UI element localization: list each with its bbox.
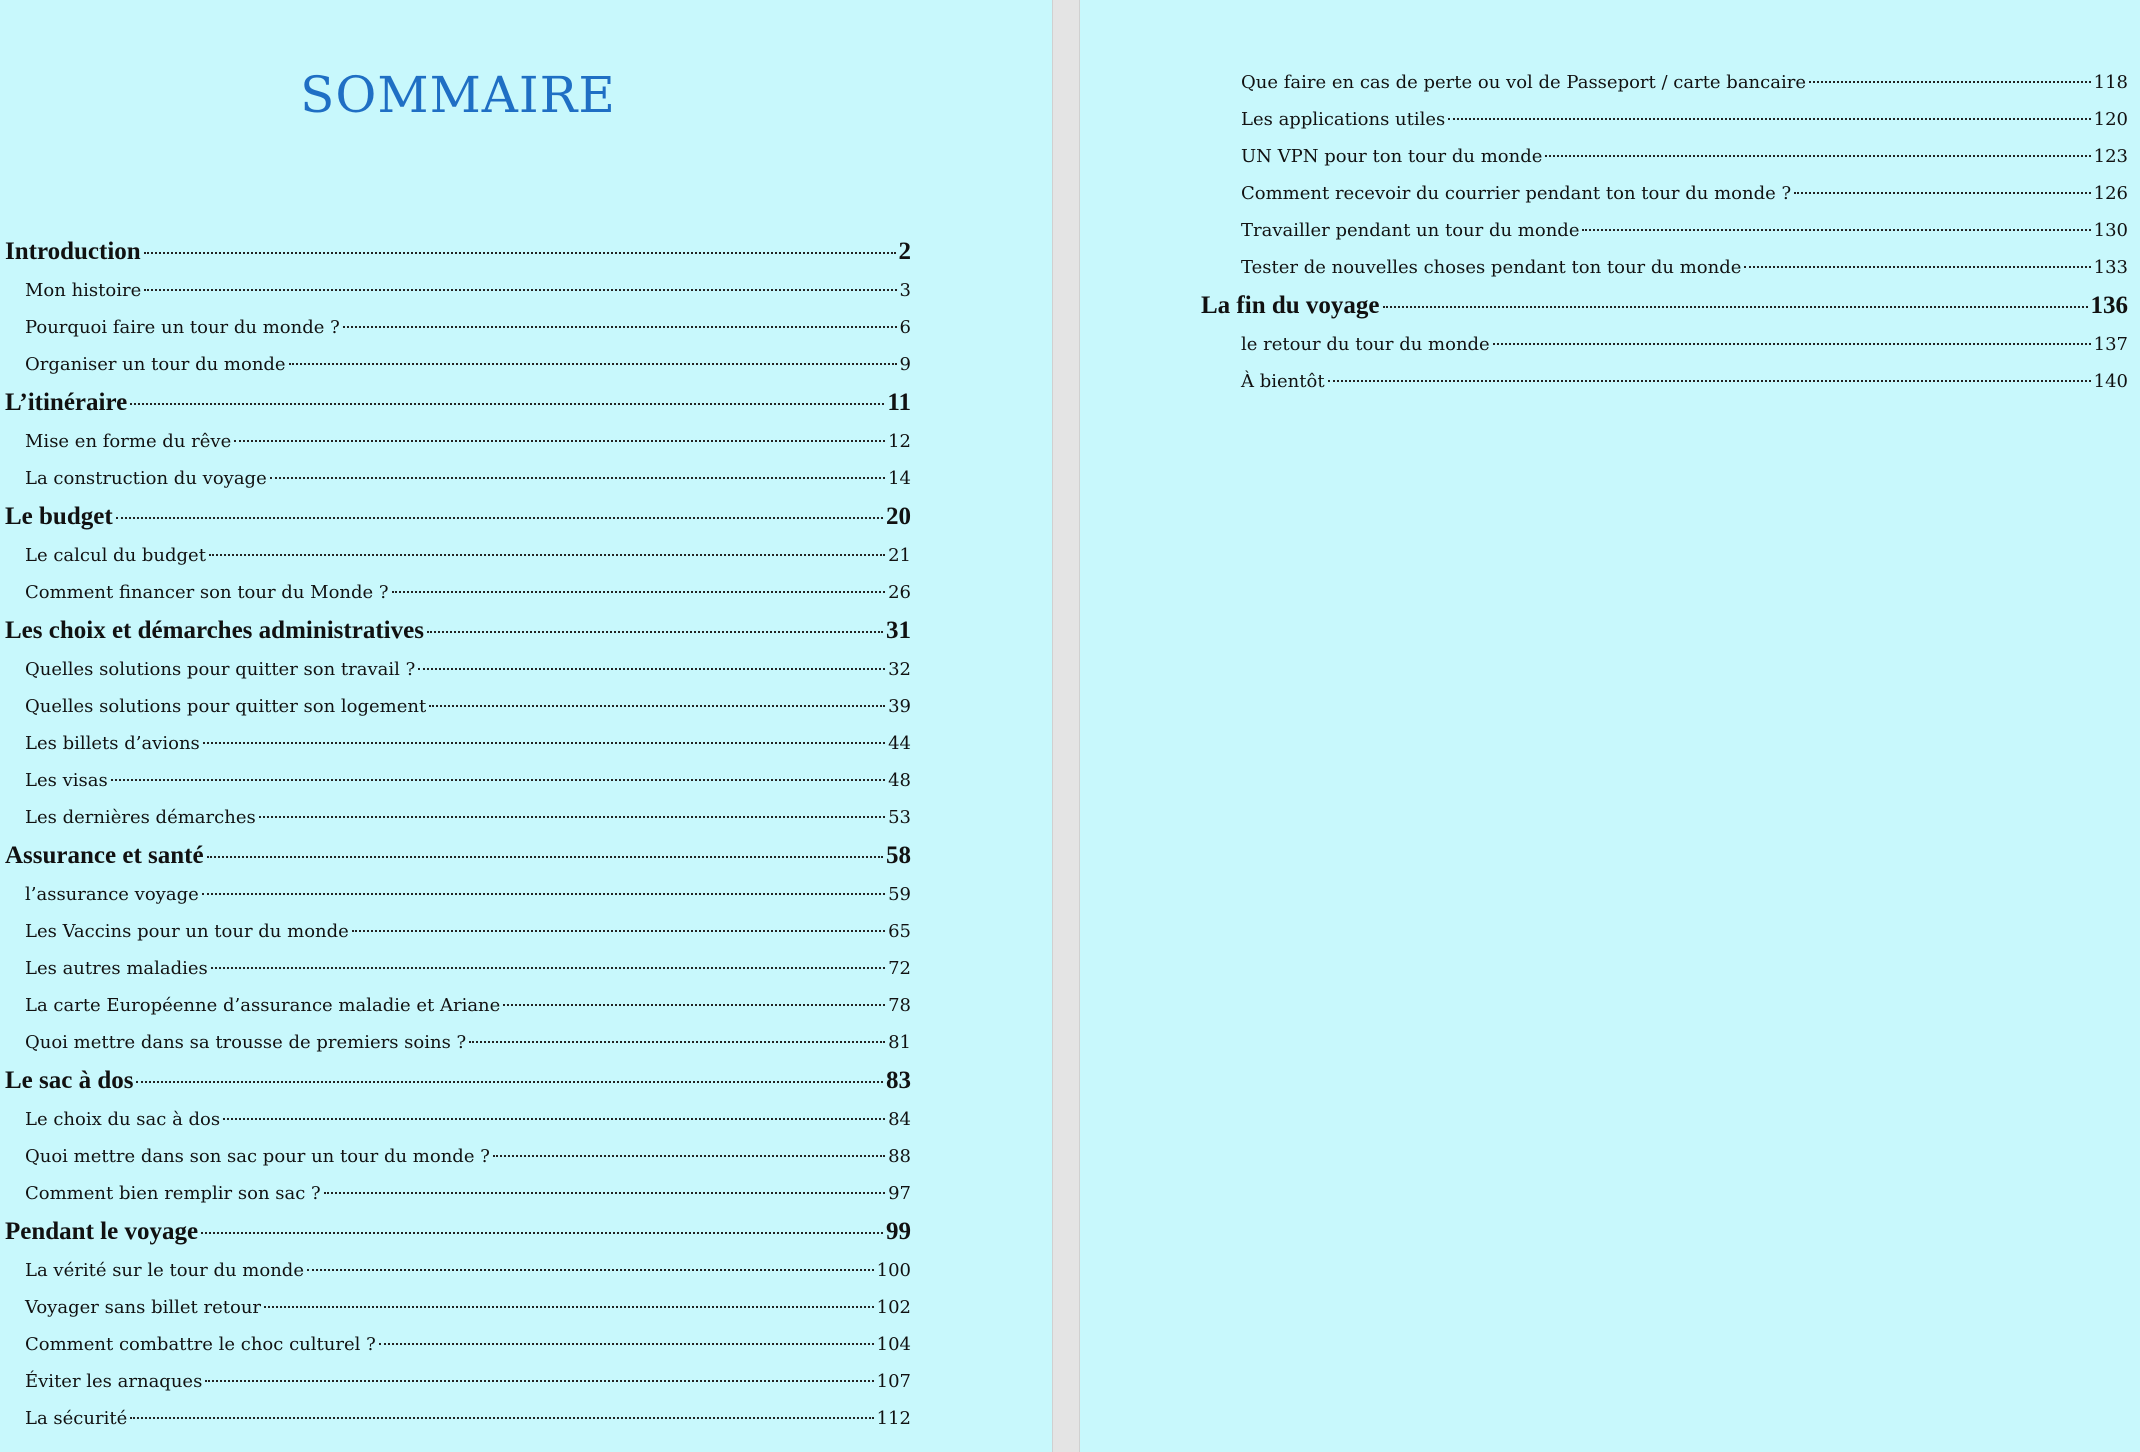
toc-section-entry[interactable] — [5, 1175, 911, 1212]
toc-page-number: 130 — [2093, 220, 2128, 241]
dot-leader — [136, 1081, 883, 1083]
dot-leader — [427, 631, 883, 633]
dot-leader — [1582, 229, 2090, 231]
toc-section-entry[interactable] — [5, 1289, 911, 1326]
toc-section-entry[interactable] — [5, 876, 911, 913]
dot-leader — [205, 1380, 873, 1382]
toc-chapter-entry[interactable] — [5, 611, 911, 651]
dot-leader — [1744, 266, 2090, 268]
dot-leader — [1809, 81, 2091, 83]
toc-page-number: 21 — [888, 545, 911, 566]
toc-page-number: 84 — [888, 1109, 911, 1130]
dot-leader — [1493, 343, 2091, 345]
toc-entry-label: Les visas — [25, 770, 108, 791]
toc-page-number: 126 — [2093, 183, 2128, 204]
dot-leader — [259, 816, 885, 818]
toc-section-entry[interactable] — [5, 913, 911, 950]
toc-page-number: 2 — [898, 238, 911, 265]
toc-page-number: 44 — [888, 733, 911, 754]
toc-entry-label: Comment financer son tour du Monde ? — [25, 582, 389, 603]
toc-section-entry[interactable] — [1221, 326, 2128, 363]
dot-leader — [270, 477, 885, 479]
toc-section-entry[interactable] — [5, 1138, 911, 1175]
dot-leader — [307, 1269, 874, 1271]
toc-page-number: 58 — [886, 842, 911, 869]
toc-entry-label: Quelles solutions pour quitter son logement — [25, 696, 427, 717]
dot-leader — [202, 893, 885, 895]
toc-page-number: 20 — [886, 503, 911, 530]
toc-entry-label: Comment recevoir du courrier pendant ton tour du monde ? — [1241, 183, 1792, 204]
toc-entry-label: Pendant le voyage — [5, 1218, 199, 1245]
toc-chapter-entry[interactable] — [5, 497, 911, 537]
dot-leader — [207, 856, 883, 858]
toc-page-number: 120 — [2093, 109, 2128, 130]
toc-entry-label: Quoi mettre dans sa trousse de premiers soins ? — [25, 1032, 467, 1053]
toc-entry-label: Assurance et santé — [5, 842, 204, 869]
toc-page-number: 78 — [888, 995, 911, 1016]
toc-page-number: 11 — [887, 389, 911, 416]
toc-entry-label: Comment combattre le choc culturel ? — [25, 1334, 376, 1355]
toc-entry-label: Les Vaccins pour un tour du monde — [25, 921, 349, 942]
toc-page-number: 107 — [876, 1371, 911, 1392]
toc-entry-label: Mise en forme du rêve — [25, 431, 232, 452]
toc-section-entry[interactable] — [1221, 363, 2128, 400]
toc-entry-label: Mon histoire — [25, 280, 142, 301]
toc-entry-label: La carte Européenne d’assurance maladie et Ariane — [25, 995, 501, 1016]
toc-entry-label: Les autres maladies — [25, 958, 208, 979]
toc-entry-label: La sécurité — [25, 1408, 128, 1429]
toc-page-number: 31 — [886, 617, 911, 644]
table-of-contents-left — [5, 232, 911, 1437]
dot-leader — [264, 1306, 874, 1308]
toc-entry-label: Les applications utiles — [1241, 109, 1446, 130]
toc-section-entry[interactable] — [5, 460, 911, 497]
toc-entry-label: le retour du tour du monde — [1241, 334, 1490, 355]
dot-leader — [343, 326, 897, 328]
toc-section-entry[interactable] — [1221, 64, 2128, 101]
toc-chapter-entry[interactable] — [5, 1212, 911, 1252]
toc-entry-label: La vérité sur le tour du monde — [25, 1260, 304, 1281]
toc-page-number: 32 — [888, 659, 911, 680]
toc-page-number: 136 — [2090, 292, 2128, 319]
toc-section-entry[interactable] — [5, 762, 911, 799]
toc-section-entry[interactable] — [5, 950, 911, 987]
page-gutter — [1052, 0, 1080, 1452]
dot-leader — [1794, 192, 2090, 194]
toc-entry-label: Le calcul du budget — [25, 545, 206, 566]
toc-section-entry[interactable] — [5, 309, 911, 346]
toc-entry-label: Les dernières démarches — [25, 807, 256, 828]
toc-chapter-entry[interactable] — [5, 383, 911, 423]
toc-section-entry[interactable] — [5, 423, 911, 460]
dot-leader — [211, 967, 885, 969]
toc-entry-label: Introduction — [5, 238, 141, 265]
toc-page-number: 59 — [888, 884, 911, 905]
dot-leader — [352, 930, 885, 932]
dot-leader — [324, 1192, 885, 1194]
toc-entry-label: Quelles solutions pour quitter son travail ? — [25, 659, 416, 680]
dot-leader — [469, 1041, 885, 1043]
toc-entry-label: Pourquoi faire un tour du monde ? — [25, 317, 340, 338]
toc-page-number: 39 — [888, 696, 911, 717]
toc-entry-label: Éviter les arnaques — [25, 1371, 203, 1392]
toc-entry-label: Voyager sans billet retour — [25, 1297, 262, 1318]
toc-page-number: 100 — [876, 1260, 911, 1281]
toc-section-entry[interactable] — [5, 651, 911, 688]
toc-page-number: 123 — [2093, 146, 2128, 167]
dot-leader — [223, 1118, 885, 1120]
toc-page-number: 53 — [888, 807, 911, 828]
dot-leader — [144, 252, 896, 254]
toc-section-entry[interactable] — [5, 537, 911, 574]
toc-page-number: 104 — [876, 1334, 911, 1355]
dot-leader — [1448, 118, 2090, 120]
toc-entry-label: Comment bien remplir son sac ? — [25, 1183, 321, 1204]
toc-section-entry[interactable] — [5, 346, 911, 383]
toc-section-entry[interactable] — [1221, 138, 2128, 175]
toc-section-entry[interactable] — [5, 574, 911, 611]
toc-page-number: 99 — [886, 1218, 911, 1245]
toc-page-number: 133 — [2093, 257, 2128, 278]
toc-entry-label: Le budget — [5, 503, 113, 530]
dot-leader — [201, 1232, 883, 1234]
toc-section-entry[interactable] — [1221, 175, 2128, 212]
toc-page-number: 12 — [888, 431, 911, 452]
dot-leader — [203, 742, 885, 744]
toc-section-entry[interactable] — [5, 1024, 911, 1061]
dot-leader — [418, 668, 885, 670]
toc-section-entry[interactable] — [5, 1101, 911, 1138]
toc-page-number: 72 — [888, 958, 911, 979]
dot-leader — [209, 554, 885, 556]
toc-entry-label: Le sac à dos — [5, 1067, 134, 1094]
toc-entry-label: Les billets d’avions — [25, 733, 200, 754]
dot-leader — [116, 517, 883, 519]
toc-entry-label: Quoi mettre dans son sac pour un tour du monde ? — [25, 1146, 490, 1167]
toc-entry-label: Que faire en cas de perte ou vol de Passeport / carte bancaire — [1241, 72, 1806, 93]
dot-leader — [289, 363, 897, 365]
toc-section-entry[interactable] — [5, 799, 911, 836]
toc-entry-label: Organiser un tour du monde — [25, 354, 286, 375]
toc-entry-label: UN VPN pour ton tour du monde — [1241, 146, 1543, 167]
dot-leader — [1383, 306, 2088, 308]
toc-section-entry[interactable] — [5, 688, 911, 725]
dot-leader — [130, 403, 884, 405]
toc-section-entry[interactable] — [1221, 249, 2128, 286]
dot-leader — [111, 779, 885, 781]
toc-page-number: 3 — [899, 280, 911, 301]
toc-page-number: 88 — [888, 1146, 911, 1167]
dot-leader — [429, 705, 885, 707]
dot-leader — [503, 1004, 885, 1006]
toc-chapter-entry[interactable] — [1201, 286, 2128, 326]
toc-page-number: 14 — [888, 468, 911, 489]
toc-section-entry[interactable] — [5, 1400, 911, 1437]
dot-leader — [144, 289, 896, 291]
dot-leader — [234, 440, 885, 442]
toc-page-number: 102 — [876, 1297, 911, 1318]
toc-page-number: 112 — [876, 1408, 911, 1429]
toc-entry-label: La construction du voyage — [25, 468, 267, 489]
toc-page-number: 97 — [888, 1183, 911, 1204]
toc-entry-label: Les choix et démarches administratives — [5, 617, 424, 644]
toc-entry-label: L’itinéraire — [5, 389, 128, 416]
toc-section-entry[interactable] — [1221, 101, 2128, 138]
toc-page-number: 83 — [886, 1067, 911, 1094]
table-of-contents-right — [1201, 64, 2128, 400]
dot-leader — [1328, 380, 2091, 382]
toc-page-number: 26 — [888, 582, 911, 603]
document-page-left — [0, 0, 1052, 1452]
toc-page-number: 118 — [2093, 72, 2128, 93]
toc-entry-label: À bientôt — [1241, 371, 1325, 392]
toc-entry-label: Le choix du sac à dos — [25, 1109, 221, 1130]
toc-chapter-entry[interactable] — [5, 836, 911, 876]
toc-entry-label: Travailler pendant un tour du monde — [1241, 220, 1580, 241]
dot-leader — [379, 1343, 874, 1345]
toc-section-entry[interactable] — [5, 1252, 911, 1289]
toc-section-entry[interactable] — [5, 1326, 911, 1363]
toc-page-number: 137 — [2093, 334, 2128, 355]
toc-section-entry[interactable] — [5, 725, 911, 762]
toc-page-number: 9 — [899, 354, 911, 375]
toc-chapter-entry[interactable] — [5, 232, 911, 272]
dot-leader — [493, 1155, 885, 1157]
toc-section-entry[interactable] — [5, 987, 911, 1024]
toc-entry-label: La fin du voyage — [1201, 292, 1380, 319]
toc-entry-label: l’assurance voyage — [25, 884, 199, 905]
toc-section-entry[interactable] — [5, 272, 911, 309]
document-page-right — [1080, 0, 2140, 1452]
toc-page-number: 140 — [2093, 371, 2128, 392]
toc-entry-label: Tester de nouvelles choses pendant ton tour du monde — [1241, 257, 1742, 278]
dot-leader — [130, 1417, 873, 1419]
toc-section-entry[interactable] — [5, 1363, 911, 1400]
dot-leader — [1545, 155, 2090, 157]
toc-page-number: 65 — [888, 921, 911, 942]
toc-page-number: 81 — [888, 1032, 911, 1053]
dot-leader — [392, 591, 886, 593]
toc-page-number: 6 — [899, 317, 911, 338]
toc-page-number: 48 — [888, 770, 911, 791]
toc-chapter-entry[interactable] — [5, 1061, 911, 1101]
page-title: SOMMAIRE — [300, 66, 616, 124]
toc-section-entry[interactable] — [1221, 212, 2128, 249]
